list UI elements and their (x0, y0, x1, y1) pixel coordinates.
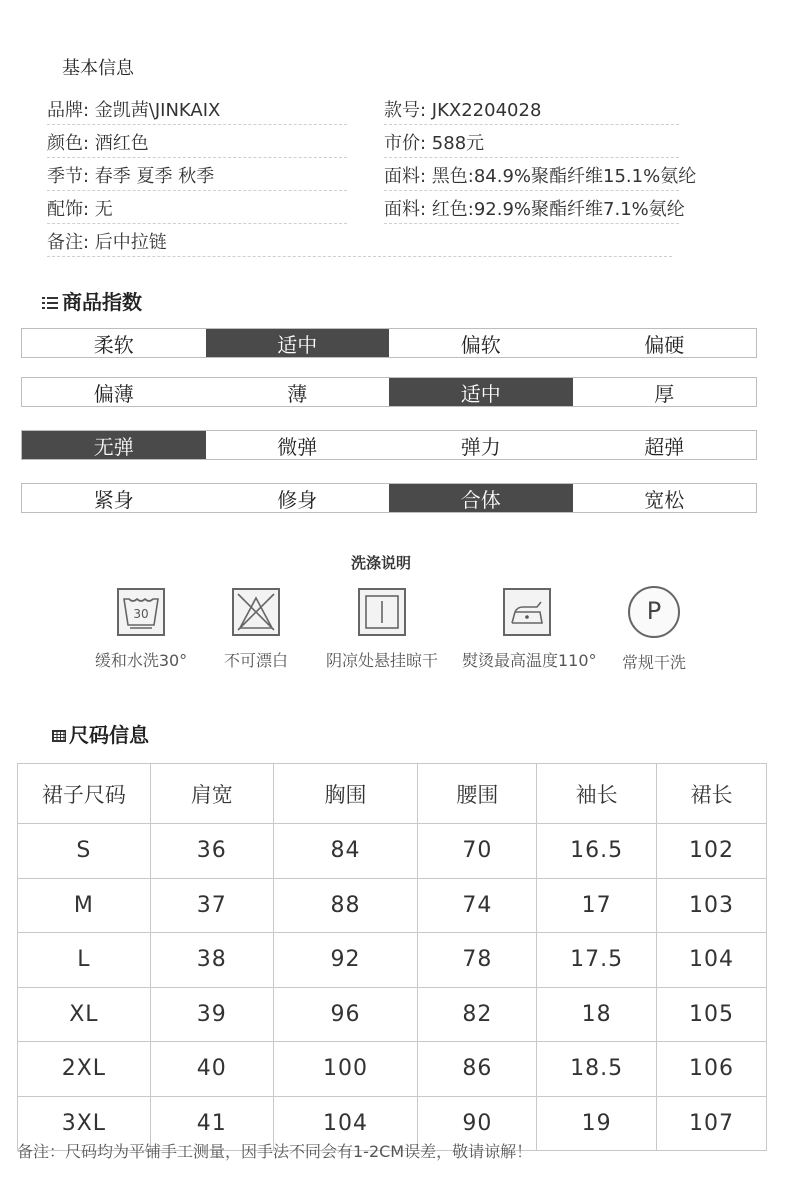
wash-item (589, 588, 719, 673)
index-option: 厚 (654, 381, 675, 406)
table-cell: 39 (150, 987, 273, 1042)
divider (47, 223, 347, 224)
wash-item (317, 588, 447, 671)
table-cell: 105 (657, 987, 767, 1042)
divider (384, 190, 679, 191)
table-cell: 104 (657, 933, 767, 988)
index-option: 微弹 (277, 434, 318, 459)
table-cell: 74 (418, 878, 537, 933)
basic-info-title: 基本信息 (62, 58, 134, 79)
table-row (18, 878, 767, 933)
table-cell: 70 (418, 824, 537, 879)
table-cell: 107 (657, 1096, 767, 1151)
no-bleach-icon (232, 588, 280, 636)
index-option: 修身 (277, 487, 318, 512)
dry-clean-p-icon: P (628, 586, 680, 638)
divider (384, 124, 679, 125)
table-cell: 40 (150, 1042, 273, 1097)
info-fabric-black: 面料: 黑色:84.9%聚酯纤维15.1%氨纶 (384, 166, 697, 187)
wash-item (462, 588, 597, 671)
table-cell: 82 (418, 987, 537, 1042)
table-cell: 103 (657, 878, 767, 933)
divider (384, 157, 679, 158)
index-row-fit (21, 483, 757, 513)
index-option: 偏硬 (644, 332, 685, 357)
grid-icon (52, 730, 66, 742)
index-option-selected: 适中 (389, 378, 573, 406)
wash-label: 不可漂白 (223, 651, 288, 670)
divider (47, 157, 347, 158)
table-cell: 3XL (18, 1096, 151, 1151)
wash-item (191, 588, 321, 671)
size-info-title (52, 719, 149, 748)
wash-30-icon (117, 588, 165, 636)
table-cell: 92 (273, 933, 418, 988)
washing-title: 洗涤说明 (350, 554, 411, 572)
table-cell: 2XL (18, 1042, 151, 1097)
table-cell: 86 (418, 1042, 537, 1097)
table-cell: 78 (418, 933, 537, 988)
index-row-softness (21, 328, 757, 358)
product-index-title (42, 286, 142, 315)
list-icon (42, 297, 58, 309)
iron-low-icon (503, 588, 551, 636)
table-cell: 96 (273, 987, 418, 1042)
wash-label: 缓和水洗30° (94, 651, 188, 670)
index-option: 薄 (287, 381, 308, 406)
table-cell: 19 (537, 1096, 657, 1151)
info-style-number: 款号: JKX2204028 (384, 100, 542, 121)
index-option: 弹力 (460, 434, 501, 459)
index-option-selected: 无弹 (22, 431, 206, 459)
table-row (18, 1042, 767, 1097)
index-option: 超弹 (644, 434, 685, 459)
table-cell: 88 (273, 878, 418, 933)
info-color: 颜色: 酒红色 (47, 133, 149, 154)
table-cell: 38 (150, 933, 273, 988)
table-header-cell: 腰围 (418, 764, 537, 824)
divider (47, 190, 347, 191)
table-cell: 17 (537, 878, 657, 933)
table-cell: 37 (150, 878, 273, 933)
table-header-cell: 袖长 (537, 764, 657, 824)
wash-label: 阴凉处悬挂晾干 (325, 651, 438, 670)
index-option-selected: 适中 (206, 329, 390, 357)
table-row (18, 824, 767, 879)
table-header-cell: 胸围 (273, 764, 418, 824)
table-cell: L (18, 933, 151, 988)
table-header-cell: 裙子尺码 (18, 764, 151, 824)
info-brand: 品牌: 金凯茜\JINKAIX (47, 100, 221, 121)
table-header-row (18, 764, 767, 824)
table-row (18, 987, 767, 1042)
table-cell: 36 (150, 824, 273, 879)
info-accessory: 配饰: 无 (47, 199, 113, 220)
divider (384, 223, 679, 224)
wash-item (76, 588, 206, 671)
table-header-cell: 裙长 (657, 764, 767, 824)
divider (47, 124, 347, 125)
table-row (18, 933, 767, 988)
hang-dry-shade-icon (358, 588, 406, 636)
index-row-thickness (21, 377, 757, 407)
index-option: 偏薄 (93, 381, 134, 406)
size-table (17, 763, 767, 1151)
table-cell: 18.5 (537, 1042, 657, 1097)
divider (47, 256, 672, 257)
index-option-selected: 合体 (389, 484, 573, 512)
info-season: 季节: 春季 夏季 秋季 (47, 166, 215, 187)
size-note: 备注：尺码均为平铺手工测量，因手法不同会有1-2CM误差，敬请谅解！ (17, 1142, 533, 1161)
table-cell: 106 (657, 1042, 767, 1097)
info-fabric-red: 面料: 红色:92.9%聚酯纤维7.1%氨纶 (384, 199, 685, 220)
table-cell: 100 (273, 1042, 418, 1097)
info-remark: 备注: 后中拉链 (47, 232, 167, 253)
svg-text:30: 30 (133, 607, 149, 621)
info-price: 市价: 588元 (384, 133, 485, 154)
product-index-title-text: 商品指数 (62, 290, 142, 314)
table-cell: XL (18, 987, 151, 1042)
size-info-title-text: 尺码信息 (69, 723, 149, 747)
index-option: 紧身 (93, 487, 134, 512)
table-cell: 102 (657, 824, 767, 879)
table-header-cell: 肩宽 (150, 764, 273, 824)
index-option: 偏软 (460, 332, 501, 357)
table-cell: 18 (537, 987, 657, 1042)
table-cell: 16.5 (537, 824, 657, 879)
table-cell: 17.5 (537, 933, 657, 988)
index-option: 柔软 (93, 332, 134, 357)
table-cell: M (18, 878, 151, 933)
index-option: 宽松 (644, 487, 685, 512)
wash-label: 熨烫最高温度110° (462, 651, 597, 670)
index-row-elasticity (21, 430, 757, 460)
table-cell: 90 (418, 1096, 537, 1151)
table-cell: 41 (150, 1096, 273, 1151)
table-cell: S (18, 824, 151, 879)
table-cell: 84 (273, 824, 418, 879)
table-cell: 104 (273, 1096, 418, 1151)
wash-label: 常规干洗 (621, 653, 686, 672)
